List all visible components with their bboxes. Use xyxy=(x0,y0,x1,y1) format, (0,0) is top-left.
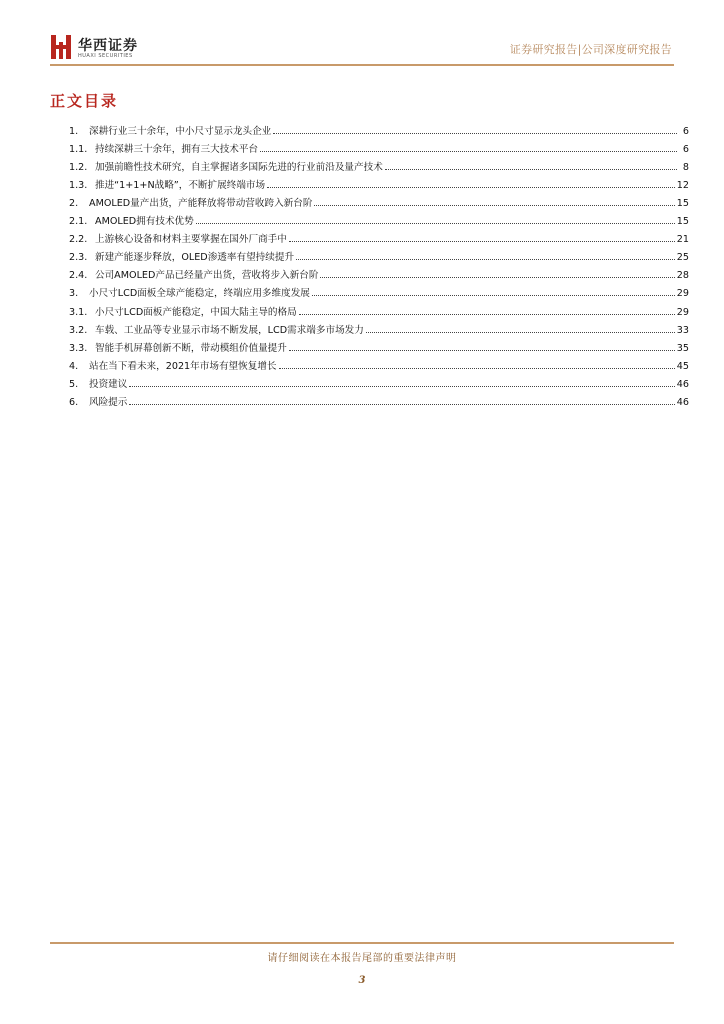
toc-entry-number: 3.2. xyxy=(69,324,88,336)
toc-entry-number: 1.2. xyxy=(69,162,88,174)
toc-entry-number: 2.2. xyxy=(69,234,88,246)
toc-leader-dots xyxy=(279,368,675,369)
toc-entry-title: AMOLED量产出货，产能释放将带动营收跨入新台阶 xyxy=(89,198,313,210)
report-type-label: 证券研究报告|公司深度研究报告 xyxy=(509,43,672,56)
toc-entry-title: 加强前瞻性技术研究，自主掌握诸多国际先进的行业前沿及量产技术 xyxy=(95,162,383,174)
toc-entry-page: 21 xyxy=(676,234,689,246)
toc-leader-dots xyxy=(314,205,674,206)
toc-entry[interactable] xyxy=(69,318,689,336)
toc-leader-dots xyxy=(299,314,675,315)
toc-heading: 正文目录 xyxy=(50,92,119,110)
company-logo xyxy=(50,34,150,62)
toc-entry[interactable] xyxy=(69,281,689,299)
toc-entry-page: 12 xyxy=(676,180,689,192)
toc-entry-title: 新建产能逐步释放，OLED渗透率有望持续提升 xyxy=(95,252,295,264)
logo-chinese-name: 华西证券 xyxy=(78,38,138,54)
toc-entry-title: 上游核心设备和材料主要掌握在国外厂商手中 xyxy=(95,234,287,246)
toc-entry-page: 46 xyxy=(676,396,689,408)
toc-entry-title: AMOLED拥有技术优势 xyxy=(95,216,194,228)
toc-entry-page: 15 xyxy=(676,198,689,210)
toc-entry-title: 智能手机屏幕创新不断，带动模组价值量提升 xyxy=(95,342,287,354)
toc-leader-dots xyxy=(320,277,674,278)
toc-entry[interactable] xyxy=(69,173,689,191)
huaxi-logo-icon xyxy=(50,34,72,60)
toc-leader-dots xyxy=(196,223,675,224)
toc-entry-page: 6 xyxy=(682,126,689,138)
toc-entry-title: 推进“1+1+N战略”，不断扩展终端市场 xyxy=(95,180,266,192)
toc-entry-page: 46 xyxy=(676,378,689,390)
toc-entry[interactable] xyxy=(69,372,689,390)
toc-entry-number: 2.3. xyxy=(69,252,88,264)
toc-leader-dots xyxy=(260,151,677,152)
toc-entry-number: 1.1. xyxy=(69,144,88,156)
toc-entry[interactable] xyxy=(69,209,689,227)
toc-entry[interactable] xyxy=(69,119,689,137)
toc-entry-number: 2.1. xyxy=(69,216,88,228)
toc-entry[interactable] xyxy=(69,263,689,281)
table-of-contents xyxy=(69,119,689,408)
toc-leader-dots xyxy=(312,295,675,296)
toc-leader-dots xyxy=(289,350,675,351)
toc-entry[interactable] xyxy=(69,191,689,209)
toc-entry-number: 3.3. xyxy=(69,342,88,354)
logo-english-name: HUAXI SECURITIES xyxy=(78,53,133,59)
toc-leader-dots xyxy=(289,241,675,242)
toc-leader-dots xyxy=(267,187,675,188)
toc-entry-page: 28 xyxy=(676,270,689,282)
toc-entry-title: 小尺寸LCD面板全球产能稳定，终端应用多维度发展 xyxy=(89,288,310,300)
toc-leader-dots xyxy=(366,332,675,333)
toc-entry[interactable] xyxy=(69,245,689,263)
toc-entry-title: 站在当下看未来，2021年市场有望恢复增长 xyxy=(89,360,277,372)
toc-entry[interactable] xyxy=(69,227,689,245)
toc-entry-page: 15 xyxy=(676,216,689,228)
toc-entry-number: 1. xyxy=(69,126,79,138)
toc-entry[interactable] xyxy=(69,336,689,354)
toc-entry-title: 持续深耕三十余年，拥有三大技术平台 xyxy=(95,144,259,156)
toc-entry[interactable] xyxy=(69,155,689,173)
page-number: 3 xyxy=(358,975,366,986)
toc-entry[interactable] xyxy=(69,137,689,155)
toc-leader-dots xyxy=(129,404,674,405)
toc-entry[interactable] xyxy=(69,299,689,317)
toc-entry-number: 1.3. xyxy=(69,180,88,192)
toc-entry-number: 5. xyxy=(69,378,79,390)
toc-entry-title: 深耕行业三十余年，中小尺寸显示龙头企业 xyxy=(89,126,272,138)
toc-leader-dots xyxy=(385,169,677,170)
toc-leader-dots xyxy=(296,259,675,260)
toc-entry-title: 风险提示 xyxy=(89,396,128,408)
toc-entry-page: 29 xyxy=(676,306,689,318)
legal-disclaimer-note: 请仔细阅读在本报告尾部的重要法律声明 xyxy=(267,953,457,964)
toc-leader-dots xyxy=(129,386,674,387)
toc-entry-number: 3.1. xyxy=(69,306,88,318)
toc-entry-page: 45 xyxy=(676,360,689,372)
toc-entry[interactable] xyxy=(69,390,689,408)
footer-divider xyxy=(50,942,674,944)
toc-entry-page: 6 xyxy=(682,144,689,156)
header-divider xyxy=(50,64,674,66)
toc-entry-title: 车载、工业品等专业显示市场不断发展，LCD需求端多市场发力 xyxy=(95,324,364,336)
toc-entry-title: 小尺寸LCD面板产能稳定，中国大陆主导的格局 xyxy=(95,306,297,318)
toc-entry-title: 公司AMOLED产品已经量产出货，营收将步入新台阶 xyxy=(95,270,319,282)
toc-entry-page: 29 xyxy=(676,288,689,300)
toc-entry-page: 25 xyxy=(676,252,689,264)
toc-entry-number: 4. xyxy=(69,360,79,372)
toc-entry-number: 2. xyxy=(69,198,79,210)
toc-entry-page: 35 xyxy=(676,342,689,354)
toc-entry-number: 3. xyxy=(69,288,79,300)
toc-entry-page: 33 xyxy=(676,324,689,336)
toc-leader-dots xyxy=(273,133,677,134)
toc-entry-title: 投资建议 xyxy=(89,378,128,390)
toc-entry-number: 6. xyxy=(69,396,79,408)
toc-entry-number: 2.4. xyxy=(69,270,88,282)
toc-entry-page: 8 xyxy=(682,162,689,174)
toc-entry[interactable] xyxy=(69,354,689,372)
